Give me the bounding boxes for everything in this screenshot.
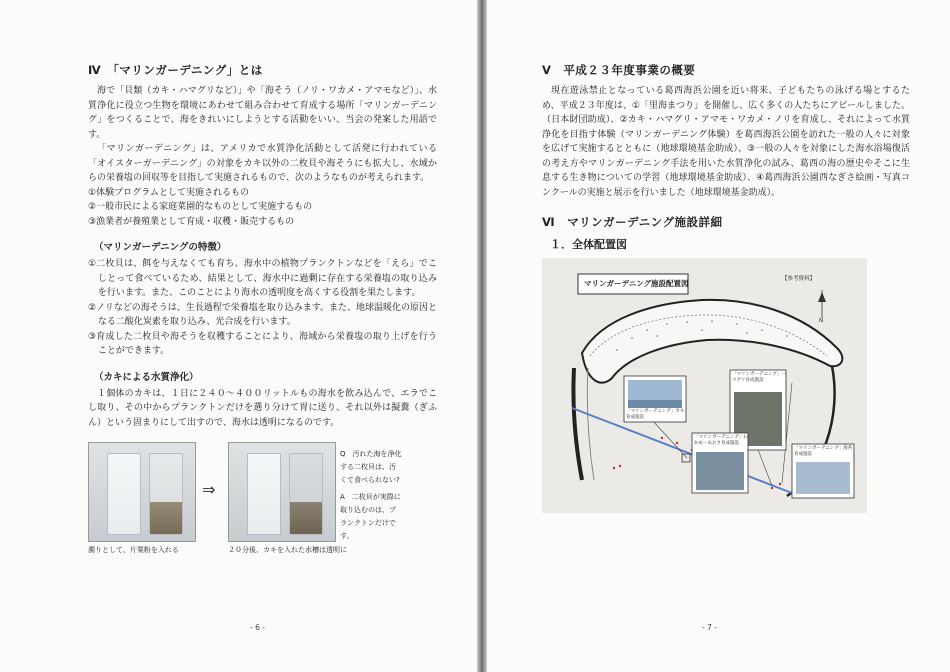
qa-answer: A 二枚貝が実際に取り込むのは、プランクトンだけです。 xyxy=(340,493,401,540)
north-mark: N xyxy=(819,318,824,324)
qa-box xyxy=(340,448,402,543)
arrow-icon: ⇒ xyxy=(202,480,216,499)
map-reference-label: 【参考資料】 xyxy=(782,276,816,282)
oyster-paragraph: １個体のカキは、１日に２４０～４００リットルもの海水を飲み込んで、エラでこし取り、その中からプランクトンだけを選り分けて胃に送り、それ以外は擬糞（ぎふん）という固まりにして出すので、海水は透明になるのです。 xyxy=(88,388,437,428)
page-number: - 6 - xyxy=(250,623,265,632)
facility-layout-map xyxy=(542,258,867,513)
section5-heading: Ⅴ 平成２３年度事業の概要 xyxy=(542,63,696,77)
jar-image xyxy=(107,453,141,535)
jar-image xyxy=(149,453,183,535)
jar-image xyxy=(289,453,323,535)
feature-item: ①二枚貝は、餌を与えなくても育ち、海水中の植物プランクトンなどを「えら」でこしとって食べているため、結果として、海水中に過剰に存在する栄養塩の取り込みを行います。また、このことにより海水の透明度を高くする役割を果たします。 xyxy=(88,259,437,298)
types-list xyxy=(88,186,437,230)
section6-subheading: １．全体配置図 xyxy=(550,238,627,251)
map-drawing xyxy=(542,258,867,513)
map-label-clam: 「マリンガーデニング」ハマグリ育成施設 xyxy=(732,372,786,383)
map-label-wakame: 「マリンガーデニング」わかめ・あおさ育成施設 xyxy=(694,435,748,446)
page-number: - 7 - xyxy=(702,623,717,632)
gutter xyxy=(477,0,487,672)
section5-paragraph: 現在遊泳禁止となっている葛西海浜公園を近い将来、子どもたちの泳げる場とするため、平成２３年度は、①「里海まつり」を開催し、広く多くの人たちにアピールしました。（日本財団助成）、②カキ・ハマグリ・アマモ・ワカメ・ノリを育成し、それによって水質浄化を目指す体験（マリンガーデニング体験）を葛西海浜公園を訪れた一般の人々に対象を広げて実施するとともに（地球環境基金助成）、③一般の人々を対象にした海水浴場復活の考え方やマリンガーデニング手法を用いた水質浄化の試み、葛西の海の歴史やそこに生息する生き物についての学習（地球環境基金助成）、④葛西海浜公園西なぎさ絵画・写真コンクールの実施と展示を行いました（地球環境基金助成）。 xyxy=(542,86,910,198)
type-item: ①体験プログラムとして実施されるもの xyxy=(88,187,249,198)
feature-item: ②ノリなどの海そうは、生長過程で栄養塩を取り込みます。また、地球温暖化の原因となる二酸化炭素を取り込み、光合成を行います。 xyxy=(88,302,437,327)
feature-item: ③育成した二枚貝や海そうを収穫することにより、海域から栄養塩の取り上げを行うことができます。 xyxy=(88,331,437,356)
section4-intro-1: 海で「貝類（カキ・ハマグリなど）」や「海そう（ノリ・ワカメ・アマモなど）」、水質浄化に役立つ生物を環境にあわせて組み合わせて育成する場所「マリンガーデニング」をつくることで、海をきれいにしようとする活動をいい、当会の発案した用語です。 xyxy=(88,86,437,140)
type-item: ②一般市民による家庭菜園的なものとして実施するもの xyxy=(88,202,313,212)
qa-question: Q 汚れた海を浄化する二枚貝は、汚くて食べられない? xyxy=(340,450,402,484)
section6-heading: Ⅵ マリンガーデニング施設詳細 xyxy=(542,215,723,229)
photo-caption-before: 濁りとして、片栗粉を入れる xyxy=(88,546,179,554)
map-title: マリンガーデニング施設配置図 xyxy=(584,279,689,288)
experiment-photos xyxy=(88,442,437,560)
map-label-nori: 「マリンガーデニング」海苔育成施設 xyxy=(794,446,853,457)
map-label-oyster: 「マリンガーデニング」カキ育成施設 xyxy=(626,409,685,420)
type-item: ③漁業者が養殖業として育成・収穫・販売するもの xyxy=(88,216,295,227)
section4-heading: Ⅳ 「マリンガーデニング」とは xyxy=(88,63,263,77)
section4-intro-2: 「マリンガーデニング」は、アメリカで水質浄化活動として活発に行われている「オイスターガーデニング」の対象をカキ以外の二枚貝や海そうにも拡大し、水域からの栄養塩の回収等を目指して実施されるもので、次のようなものが考えられます。 xyxy=(88,144,437,183)
oyster-heading: （カキによる水質浄化） xyxy=(94,371,199,383)
right-page xyxy=(487,0,950,672)
photo-after xyxy=(228,442,336,542)
features-heading: （マリンガーデニングの特徴） xyxy=(94,242,227,253)
photo-caption-after: ２０分後、カキを入れた水槽は透明に xyxy=(228,546,347,554)
jar-image xyxy=(247,453,281,535)
features-list xyxy=(88,257,437,359)
photo-before xyxy=(88,442,196,542)
